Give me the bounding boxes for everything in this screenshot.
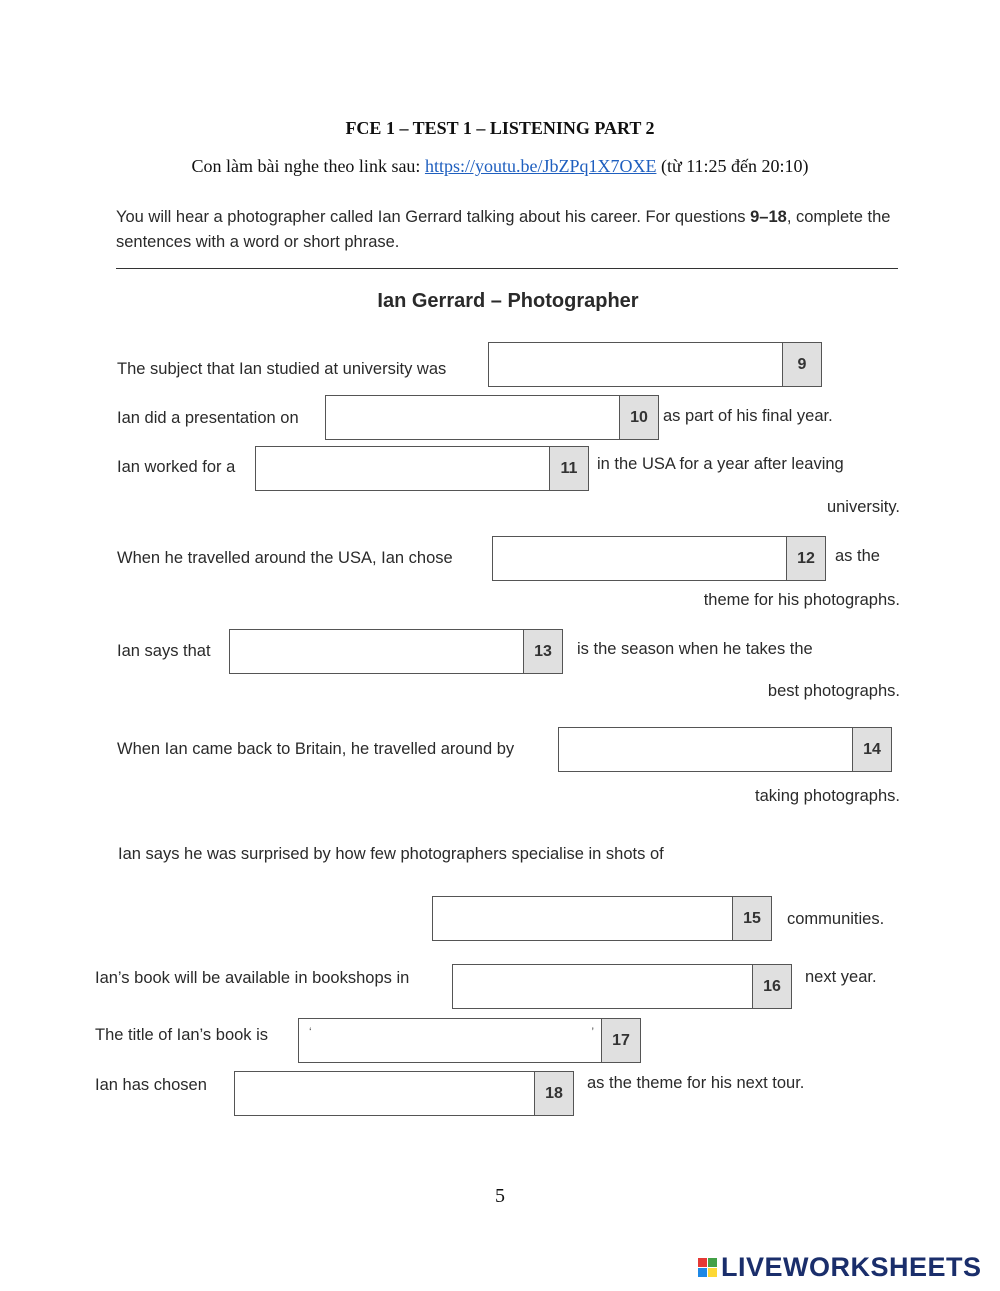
q17-number: 17 <box>601 1019 640 1062</box>
instruction-line <box>0 156 1000 177</box>
q14-number: 14 <box>852 728 891 771</box>
q17-prompt: The title of Ian’s book is <box>95 1026 269 1044</box>
youtube-link[interactable]: https://youtu.be/JbZPq1X7OXE <box>424 156 657 176</box>
q9-prompt: The subject that Ian studied at university was <box>117 360 447 378</box>
q10-prompt: Ian did a presentation on <box>117 409 299 427</box>
q11-continuation: university. <box>826 498 900 516</box>
logo-square-yellow <box>708 1268 717 1277</box>
q12-continuation: theme for his photographs. <box>703 591 900 609</box>
q13-answer-box[interactable] <box>229 629 563 674</box>
instruction-prefix: Con làm bài nghe theo link sau: <box>191 156 425 176</box>
q10-answer-box[interactable] <box>325 395 659 440</box>
question-range: 9–18 <box>750 208 787 226</box>
q15-number: 15 <box>732 897 771 940</box>
intro-text-before: You will hear a photographer called Ian Gerrard talking about his career. For questions <box>116 208 751 226</box>
q13-continuation: best photographs. <box>767 682 900 700</box>
logo-square-red <box>698 1258 707 1267</box>
q12-prompt: When he travelled around the USA, Ian chose <box>117 549 453 567</box>
q17-answer-box[interactable] <box>298 1018 641 1063</box>
q18-prompt: Ian has chosen <box>95 1076 207 1094</box>
q11-prompt: Ian worked for a <box>117 458 236 476</box>
q13-suffix: is the season when he takes the <box>577 640 813 658</box>
q13-number: 13 <box>523 630 562 673</box>
q14-answer-box[interactable] <box>558 727 892 772</box>
q16-prompt: Ian’s book will be available in bookshops in <box>95 969 410 987</box>
q14-prompt: When Ian came back to Britain, he travelled around by <box>117 740 515 758</box>
q13-prompt: Ian says that <box>117 642 211 660</box>
q11-number: 11 <box>549 447 588 490</box>
logo-square-blue <box>698 1268 707 1277</box>
q18-number: 18 <box>534 1072 573 1115</box>
intro-text-after: , complete the sentences with a word or short phrase. <box>116 208 891 251</box>
q9-number: 9 <box>782 343 821 386</box>
q10-suffix: as part of his final year. <box>663 407 833 425</box>
q17-close-quote: ’ <box>591 1025 594 1039</box>
logo-square-green <box>708 1258 717 1267</box>
q14-continuation: taking photographs. <box>755 787 900 805</box>
q12-answer-box[interactable] <box>492 536 826 581</box>
q11-answer-box[interactable] <box>255 446 589 491</box>
worksheet-heading: FCE 1 – TEST 1 – LISTENING PART 2 <box>345 118 655 138</box>
task-intro <box>116 205 906 255</box>
q12-number: 12 <box>786 537 825 580</box>
q15-suffix: communities. <box>787 910 885 928</box>
liveworksheets-logo <box>698 1252 998 1282</box>
q12-suffix: as the <box>835 547 880 565</box>
instruction-suffix: (từ 11:25 đến 20:10) <box>656 156 809 176</box>
q17-open-quote: ‘ <box>309 1025 312 1039</box>
q18-answer-box[interactable] <box>234 1071 574 1116</box>
q10-number: 10 <box>619 396 658 439</box>
q9-answer-box[interactable] <box>488 342 822 387</box>
q15-answer-box[interactable] <box>432 896 772 941</box>
q16-number: 16 <box>752 965 791 1008</box>
q18-suffix: as the theme for his next tour. <box>587 1074 805 1092</box>
q11-suffix: in the USA for a year after leaving <box>597 455 844 473</box>
section-title: Ian Gerrard – Photographer <box>377 290 639 312</box>
divider-rule <box>116 268 898 269</box>
page-number: 5 <box>495 1185 505 1207</box>
q15-prompt: Ian says he was surprised by how few photographers specialise in shots of <box>118 845 664 863</box>
q16-answer-box[interactable] <box>452 964 792 1009</box>
logo-mark-icon <box>698 1258 717 1277</box>
logo-text: LIVEWORKSHEETS <box>721 1251 982 1282</box>
q16-suffix: next year. <box>805 968 877 986</box>
